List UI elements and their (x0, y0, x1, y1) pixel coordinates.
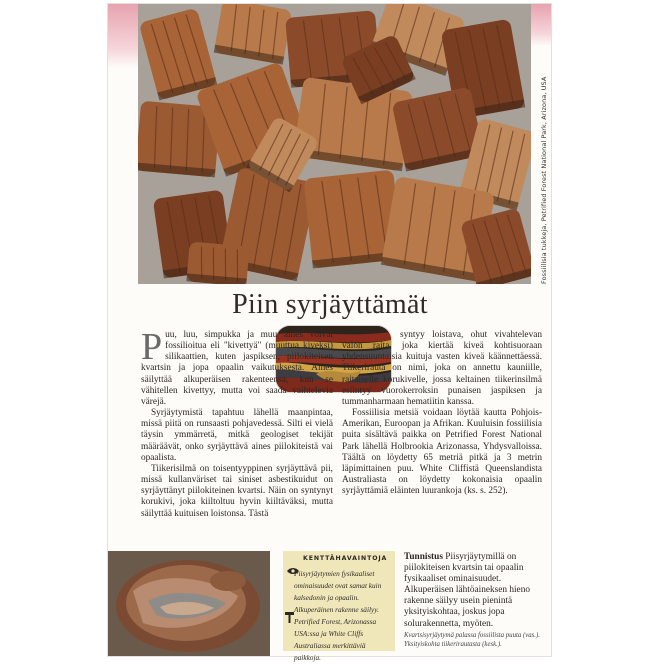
photo-caption: Fossiilisia tukkeja, Petrified Forest National Park, Arizona, USA (540, 76, 548, 284)
log-piece (186, 241, 249, 284)
paragraph: Tiikerisilmä on toisentyyppinen syrjäyttävä pii, missä kullanväriset tai siniset asbestikuidut on syrjäyttänyt piilokiteinen kvartsi. Näin on syntynyt korukivi, joka kiiltoltuu hyvin kiiltäväksi, mutta säilyttää kuituisen loistonsa. Tästä (141, 463, 333, 519)
page-title: Piin syrjäyttämät (232, 289, 428, 320)
article-column-1 (141, 326, 333, 520)
petrified-logs-photo (138, 4, 531, 284)
field-notes-text (294, 568, 392, 664)
field-note: Alkuperäinen rakenne säilyy. (294, 605, 379, 614)
paragraph: uu, luu, simpukka ja muu aines voivat fossilioitua eli "kivettyä" (muuttua kiveksi) silikaattien, kuten jaspiksen, piilokiteisen kvartsin ja jopa opaalin vaikutuksesta. Aines säilyttää alkuperäisen rakenteensa, kun se vähitellen kivettyy, mutta voi saada vaihtelevia värejä. (141, 330, 333, 407)
identification-paragraph (404, 552, 544, 630)
dropcap-letter: P (141, 326, 163, 368)
petrified-wood-specimen-photo (108, 551, 270, 656)
field-notes-title: KENTTÄHAVAINTOJA (303, 555, 388, 562)
bottom-caption: Kvartsisyrjäytymä palassa fossiilista puuta (vas.). Yksityiskohta tiikerirautasta (kesk.). (404, 632, 540, 648)
field-note: Petrified Forest, Arizonassa USA:ssa ja White Cliffs Australiassa merkittäviä paikkoja. (294, 617, 377, 662)
hammer-icon (285, 612, 295, 623)
log-piece (293, 77, 413, 172)
paragraph: Syrjäytymistä tapahtuu lähellä maanpintaa, missä piitä on runsaasti pohjavedessä. Silti ei vielä täysin ymmärretä, mitkä geologiset tekijät määräävät, onko syrjäyttävä aines piilokiteistä vai opaalista. (141, 408, 333, 463)
paragraph: Fossiilisia metsiä voidaan löytää kautta Pohjois-Amerikan, Euroopan ja Afrikan. Kuuluisin fossiilisia puita sisältävä paikka on Petrified Forest National Park lähellä Holbrookia Arizonassa, Yhdysvalloissa. Täältä on löydetty 65 metriä pitkä ja 3 metrin läpimittainen puu. White Cliffistä Queenslandista Australiasta on löydetty kokonaisia opaalin syrjäyttämiä eläinten luurankoja (ks. s. 252). (342, 408, 542, 497)
field-notes-box (283, 551, 395, 662)
corner-decoration-left (108, 4, 138, 68)
paragraph: syntyy loistava, ohut vivahtelevan valon raita, joka kiertää kiveä kohtisuoraan yhdensuuntaisia kuituja vasten kiveä käännettäessä. Tiikerirauta on nimi, joka on annettu kauniille, raitaiselle korukivelle, jossa keltainen tiikerinsilmä esiintyy vuorokerroksin punaisen jaspiksen ja tummanharmaan hematiitin kanssa. (342, 330, 542, 407)
article-column-2 (342, 330, 542, 497)
field-note: Piisyrjäytymien fysikaaliset ominaisuudet ovat samat kuin kalsedonin ja opaalin. (294, 569, 382, 602)
identification-text: Piisyrjäytymillä on piilokiteisen kvartsin tai opaalin fysikaaliset ominaisuudet. Alkuperäisen lähtöaineksen hieno rakenne säilyy usein pienintä yksityiskohtaa, joskus jopa solurakennetta, myöten. (404, 552, 530, 629)
identification-term: Tunnistus (404, 552, 443, 562)
